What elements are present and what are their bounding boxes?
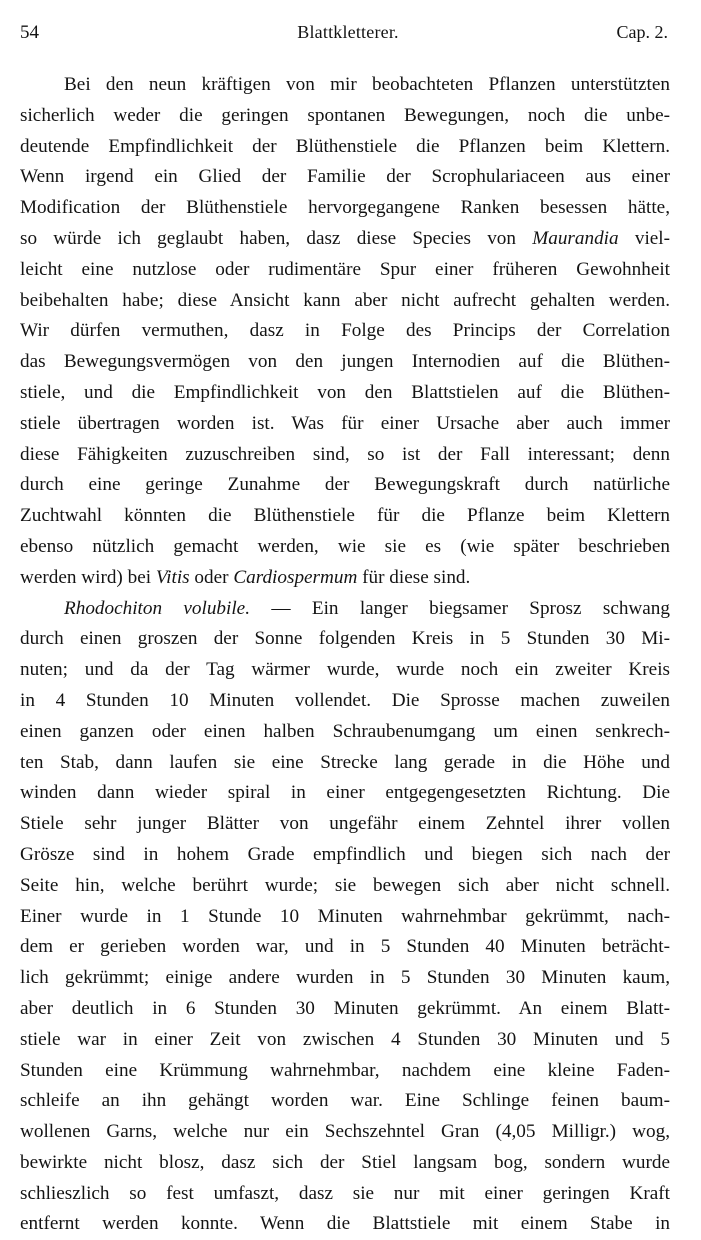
text-line bbox=[20, 563, 670, 594]
text-line: Seite hin, welche berührt wurde; sie bewegen sich aber nicht schnell. bbox=[20, 874, 670, 896]
text-line: sicherlich weder die geringen spontanen Bewegungen, noch die unbe- bbox=[20, 104, 670, 126]
text-line: das Bewegungsvermögen von den jungen Internodien auf die Blüthen- bbox=[20, 351, 670, 373]
text-line: dem er gerieben worden war, und in 5 Stunden 40 Minuten beträcht- bbox=[20, 936, 670, 958]
text-fragment: für diese sind. bbox=[357, 566, 471, 588]
page-number: 54 bbox=[20, 22, 39, 43]
text-line: Wenn irgend ein Glied der Familie der Scrophulariaceen aus einer bbox=[20, 166, 670, 188]
text-line: durch einen groszen der Sonne folgenden Kreis in 5 Stunden 30 Mi- bbox=[20, 628, 670, 650]
text-line: einen ganzen oder einen halben Schraubenumgang um einen senkrech- bbox=[20, 720, 670, 742]
text-line: durch eine geringe Zunahme der Bewegungskraft durch natürliche bbox=[20, 474, 670, 496]
text-line: Grösze sind in hohem Grade empfindlich und biegen sich nach der bbox=[20, 843, 670, 865]
taxon-name: Vitis bbox=[155, 566, 190, 588]
running-title: Blattkletterer. bbox=[297, 22, 399, 42]
text-line: in 4 Stunden 10 Minuten vollendet. Die Sprosse machen zuweilen bbox=[20, 689, 670, 711]
text-fragment: werden wird) bei bbox=[20, 566, 152, 588]
text-line: winden dann wieder spiral in einer entgegengesetzten Richtung. Die bbox=[20, 782, 670, 804]
text-line: ten Stab, dann laufen sie eine Strecke lang gerade in die Höhe und bbox=[20, 751, 670, 773]
text-line: stiele war in einer Zeit von zwischen 4 Stunden 30 Minuten und 5 bbox=[20, 1028, 670, 1050]
text-line: beibehalten habe; diese Ansicht kann aber nicht aufrecht gehalten werden. bbox=[20, 289, 670, 311]
text-line: entfernt werden konnte. Wenn die Blattstiele mit einem Stabe in bbox=[20, 1213, 670, 1235]
text-fragment: Ein langer biegsamer Sprosz schwang bbox=[311, 597, 670, 619]
text-line: stiele, und die Empfindlichkeit von den Blattstielen auf die Blüthen- bbox=[20, 381, 670, 403]
taxon-name: Cardiospermum bbox=[233, 566, 358, 588]
text-line: Stiele sehr junger Blätter von ungefähr einem Zehntel ihrer vollen bbox=[20, 813, 670, 835]
text-line: lich gekrümmt; einige andere wurden in 5 Stunden 30 Minuten kaum, bbox=[20, 967, 670, 989]
text-fragment: so würde ich geglaubt haben, dasz diese Species von bbox=[20, 227, 516, 249]
text-fragment: viel- bbox=[634, 227, 671, 249]
text-fragment: — bbox=[250, 597, 312, 619]
text-line: Wir dürfen vermuthen, dasz in Folge des Princips der Correlation bbox=[20, 320, 670, 342]
text-line bbox=[20, 594, 670, 625]
text-line: deutende Empfindlichkeit der Blüthenstiele die Pflanzen beim Klettern. bbox=[20, 135, 670, 157]
taxon-name: Maurandia bbox=[532, 227, 619, 249]
body-text bbox=[20, 70, 670, 1240]
text-line: diese Fähigkeiten zuzuschreiben sind, so ist der Fall interessant; denn bbox=[20, 443, 670, 465]
page-header bbox=[20, 22, 676, 52]
text-line: schlieszlich so fest umfaszt, dasz sie nur mit einer geringen Kraft bbox=[20, 1182, 670, 1204]
text-line: ebenso nützlich gemacht werden, wie sie es (wie später beschrieben bbox=[20, 535, 670, 557]
text-line: Bei den neun kräftigen von mir beobachteten Pflanzen unterstützten bbox=[64, 74, 670, 95]
taxon-name: Rhodochiton volubile. bbox=[64, 597, 250, 619]
text-line: leicht eine nutzlose oder rudimentäre Spur einer früheren Gewohnheit bbox=[20, 258, 670, 280]
text-line: Modification der Blüthenstiele hervorgegangene Ranken besessen hätte, bbox=[20, 197, 670, 219]
text-line: schleife an ihn gehängt worden war. Eine Schlinge feinen baum- bbox=[20, 1090, 670, 1112]
text-line: Zuchtwahl könnten die Blüthenstiele für die Pflanze beim Klettern bbox=[20, 505, 670, 527]
text-fragment: oder bbox=[189, 566, 234, 588]
text-line: Einer wurde in 1 Stunde 10 Minuten wahrnehmbar gekrümmt, nach- bbox=[20, 905, 670, 927]
text-line: aber deutlich in 6 Stunden 30 Minuten gekrümmt. An einem Blatt- bbox=[20, 997, 670, 1019]
text-line bbox=[20, 224, 670, 255]
text-line: Stunden eine Krümmung wahrnehmbar, nachdem eine kleine Faden- bbox=[20, 1059, 670, 1081]
text-line: wollenen Garns, welche nur ein Sechszehntel Gran (4,05 Milligr.) wog, bbox=[20, 1121, 670, 1143]
text-line: bewirkte nicht blosz, dasz sich der Stiel langsam bog, sondern wurde bbox=[20, 1151, 670, 1173]
chapter-label: Cap. 2. bbox=[616, 22, 668, 42]
text-line: stiele übertragen worden ist. Was für einer Ursache aber auch immer bbox=[20, 412, 670, 434]
text-line: nuten; und da der Tag wärmer wurde, wurde noch ein zweiter Kreis bbox=[20, 659, 670, 681]
